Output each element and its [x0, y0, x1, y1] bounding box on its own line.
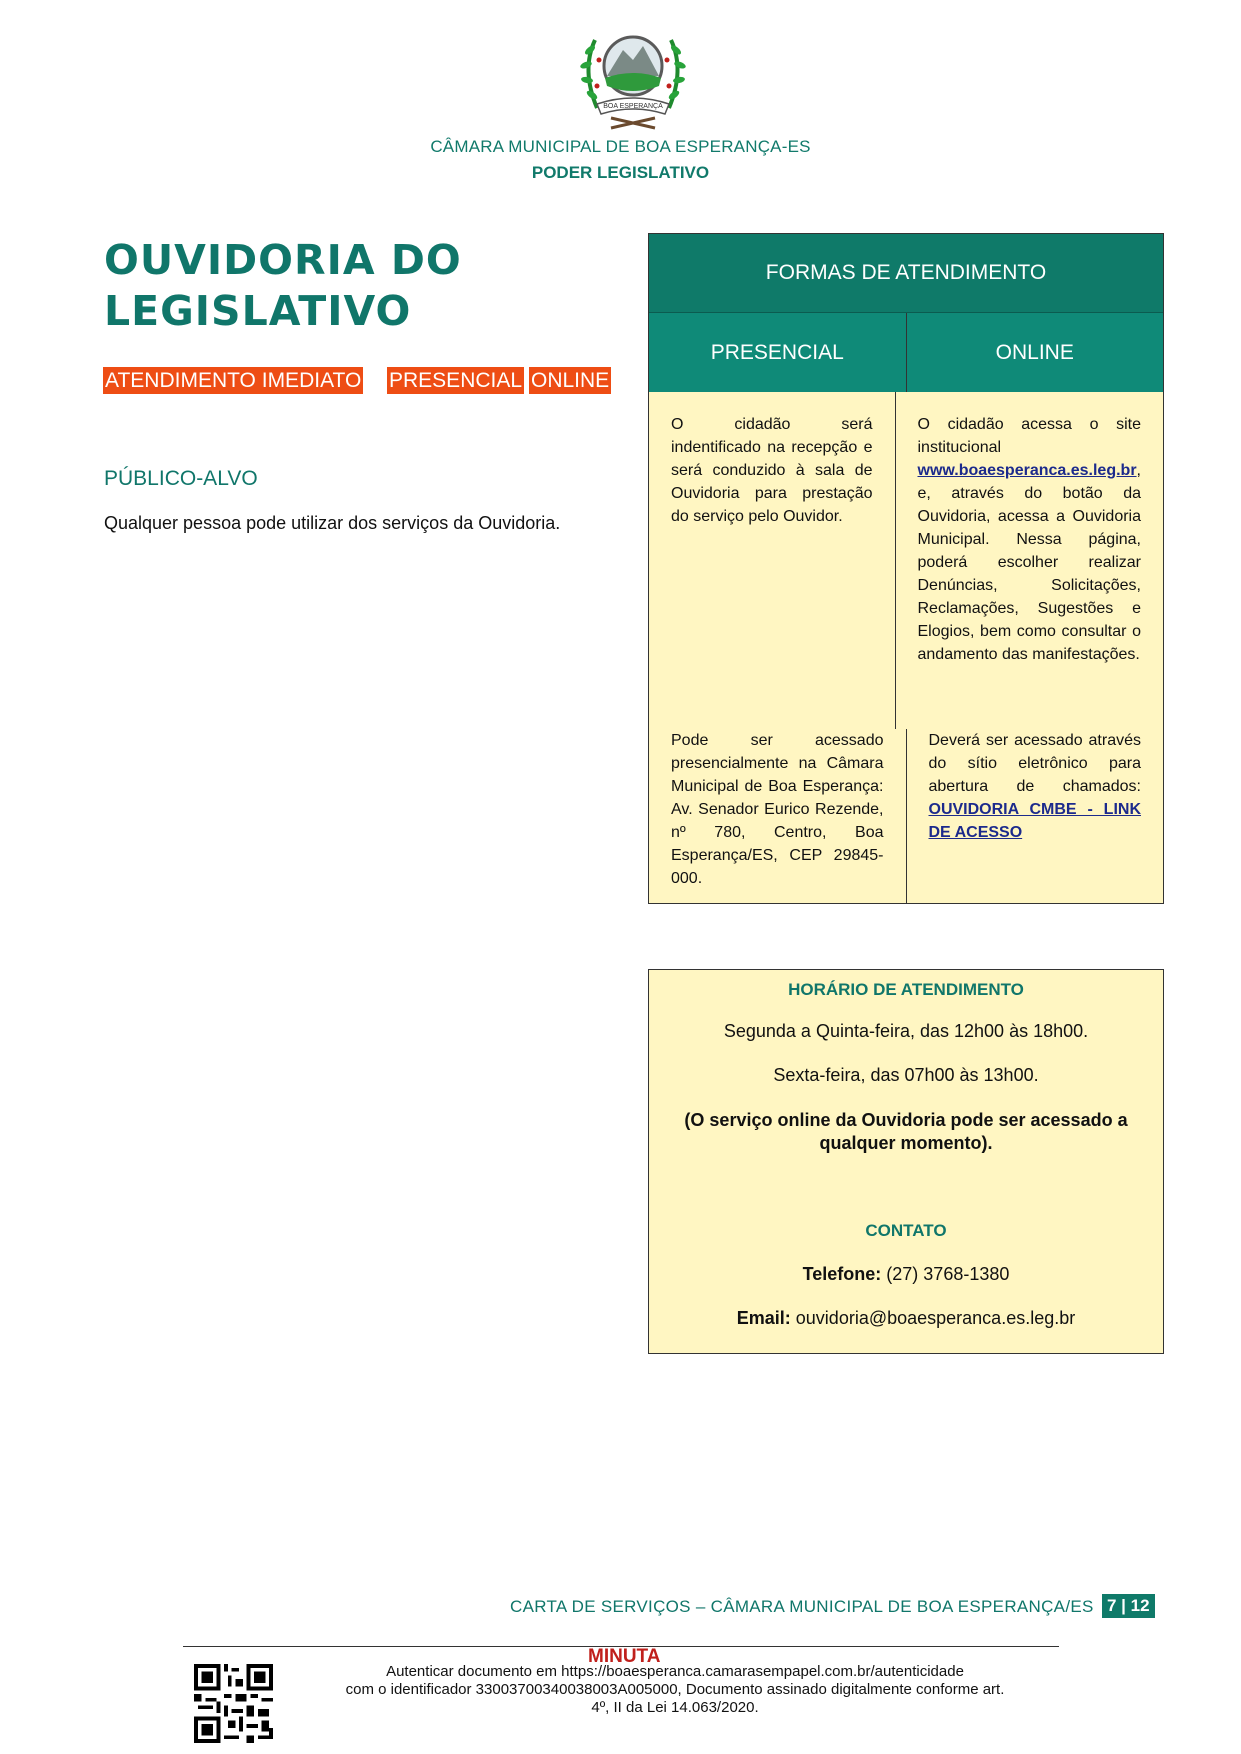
email-address[interactable]: ouvidoria@boaesperanca.es.leg.br [790, 1308, 1076, 1328]
service-forms-table [648, 233, 1164, 904]
online-text-after: , e, através do botão da Ouvidoria, acessa a Ouvidoria Municipal. Nessa página, poderá escolher realizar Denúncias, Solicitações, Reclamações, Sugestões e Elogios, bem como consultar o andamento das manifestações. [917, 462, 1141, 663]
svg-text:BOA ESPERANÇA: BOA ESPERANÇA [603, 103, 663, 110]
presencial-address: Pode ser acessado presencialmente na Câmara Municipal de Boa Esperança: Av. Senador Eurico Rezende, nº 780, Centro, Boa Esperança/ES, CEP 29845-000. [671, 732, 884, 887]
online-access [906, 729, 1164, 903]
website-link[interactable]: www.boaesperanca.es.leg.br [917, 462, 1137, 479]
auth-line-2: com o identificador 33003700340038003A005000, Documento assinado digitalmente conforme art. [345, 1681, 1005, 1698]
table-row [649, 392, 1163, 729]
municipal-coat-of-arms-logo [575, 20, 691, 132]
phone-label: Telefone: [802, 1264, 882, 1284]
contact-heading: CONTATO [865, 1221, 947, 1240]
tag-online: ONLINE [531, 369, 610, 392]
contact-phone [649, 1264, 1163, 1285]
tag-in-person: PRESENCIAL [389, 369, 523, 392]
qr-code-icon [194, 1664, 273, 1743]
table-header-row [649, 312, 1163, 392]
schedule-contact-box [648, 969, 1164, 1354]
email-label: Email: [736, 1308, 791, 1328]
schedule-weekdays: Segunda a Quinta-feira, das 12h00 às 18h00. [723, 1021, 1089, 1041]
schedule-friday: Sexta-feira, das 07h00 às 13h00. [773, 1065, 1039, 1085]
table-row [649, 729, 1163, 903]
phone-number: (27) 3768-1380 [881, 1264, 1010, 1284]
column-header-presencial: PRESENCIAL [710, 340, 844, 364]
auth-line-3: 4º, II da Lei 14.063/2020. [591, 1699, 759, 1716]
auth-line-1: Autenticar documento em https://boaesperanca.camarasempapel.com.br/autenticidade [386, 1663, 964, 1680]
ouvidoria-access-link[interactable]: OUVIDORIA CMBE - LINK DE ACESSO [928, 801, 1141, 841]
tag-immediate-service: ATENDIMENTO IMEDIATO [105, 369, 362, 392]
contact-email [649, 1308, 1163, 1329]
page-title: OUVIDORIA DO LEGISLATIVO [104, 236, 462, 335]
schedule-heading: HORÁRIO DE ATENDIMENTO [788, 980, 1024, 999]
table-title: FORMAS DE ATENDIMENTO [649, 234, 1163, 312]
schedule-online-note: (O serviço online da Ouvidoria pode ser acessado a qualquer momento). [684, 1110, 1128, 1153]
column-header-online: ONLINE [906, 313, 1164, 392]
online-text-before: O cidadão acessa o site institucional [917, 416, 1141, 456]
audience-heading: PÚBLICO-ALVO [104, 467, 258, 490]
presencial-description: O cidadão será indentificado na recepção e será conduzido à sala de Ouvidoria para prestação do serviço pelo Ouvidor. [671, 416, 873, 525]
branch-name: PODER LEGISLATIVO [531, 163, 710, 182]
audience-text: Qualquer pessoa pode utilizar dos serviços da Ouvidoria. [104, 513, 561, 533]
organization-name: CÂMARA MUNICIPAL DE BOA ESPERANÇA-ES [430, 137, 811, 156]
authentication-notice [290, 1663, 1060, 1717]
draft-watermark: MINUTA [588, 1646, 661, 1667]
footer-title: CARTA DE SERVIÇOS – CÂMARA MUNICIPAL DE BOA ESPERANÇA/ES [510, 1597, 1094, 1616]
page-number-badge: 7 | 12 [1102, 1594, 1155, 1618]
online-description [895, 392, 1164, 729]
online-access-text: Deverá ser acessado através do sítio eletrônico para abertura de chamados: [928, 732, 1141, 795]
